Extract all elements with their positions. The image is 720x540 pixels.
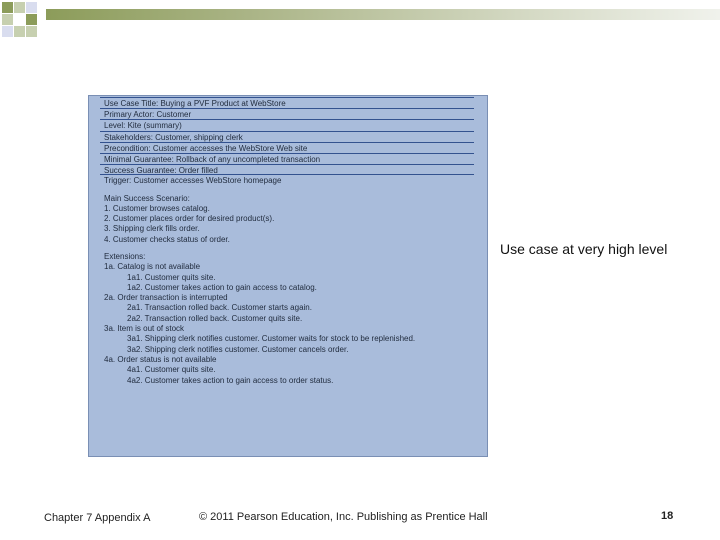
decor-square bbox=[2, 26, 13, 37]
main-scenario-title: Main Success Scenario: bbox=[104, 193, 190, 203]
extension-substep: 3a1. Shipping clerk notifies customer. Customer waits for stock to be replenished. bbox=[127, 334, 416, 344]
extension-substep: 1a2. Customer takes action to gain access to catalog. bbox=[127, 282, 317, 292]
extensions-title: Extensions: bbox=[104, 251, 146, 261]
use-case-header-row: Use Case Title: Buying a PVF Product at WebStore bbox=[100, 97, 474, 108]
decor-square bbox=[2, 14, 13, 25]
decor-square bbox=[14, 26, 25, 37]
use-case-header-rows bbox=[100, 97, 474, 187]
extension-substep: 4a1. Customer quits site. bbox=[127, 365, 216, 375]
use-case-header-row: Precondition: Customer accesses the WebStore Web site bbox=[100, 142, 474, 153]
decor-square bbox=[14, 14, 25, 25]
extension-item: 4a. Order status is not available bbox=[104, 354, 217, 364]
decor-square bbox=[14, 2, 25, 13]
use-case-header-row: Trigger: Customer accesses WebStore homepage bbox=[104, 176, 282, 186]
header-gradient-bar bbox=[46, 9, 720, 20]
decor-square bbox=[26, 2, 37, 13]
footer-chapter: Chapter 7 Appendix A bbox=[44, 512, 151, 524]
extension-substep: 2a2. Transaction rolled back. Customer quits site. bbox=[127, 313, 303, 323]
main-scenario-step: 4. Customer checks status of order. bbox=[104, 234, 230, 244]
decorative-header bbox=[0, 0, 720, 40]
use-case-header-row: Stakeholders: Customer, shipping clerk bbox=[100, 131, 474, 142]
extension-item: 1a. Catalog is not available bbox=[104, 262, 201, 272]
use-case-header-row: Level: Kite (summary) bbox=[100, 119, 474, 130]
extension-substep: 4a2. Customer takes action to gain access to order status. bbox=[127, 375, 334, 385]
use-case-header-row: Primary Actor: Customer bbox=[100, 108, 474, 119]
slide-caption: Use case at very high level bbox=[500, 241, 668, 257]
use-case-header-row: Minimal Guarantee: Rollback of any uncompleted transaction bbox=[100, 153, 474, 164]
extension-substep: 3a2. Shipping clerk notifies customer. Customer cancels order. bbox=[127, 344, 349, 354]
use-case-header-row: Success Guarantee: Order filled bbox=[100, 164, 474, 175]
decor-square bbox=[2, 2, 13, 13]
footer-copyright: © 2011 Pearson Education, Inc. Publishing as Prentice Hall bbox=[199, 511, 488, 523]
extensions-section bbox=[100, 252, 474, 386]
extension-item: 3a. Item is out of stock bbox=[104, 324, 185, 334]
decor-square bbox=[26, 14, 37, 25]
main-success-scenario bbox=[100, 194, 474, 245]
decor-square bbox=[26, 26, 37, 37]
extension-item: 2a. Order transaction is interrupted bbox=[104, 293, 228, 303]
main-scenario-step: 2. Customer places order for desired product(s). bbox=[104, 214, 275, 224]
extension-substep: 1a1. Customer quits site. bbox=[127, 272, 216, 282]
page-number: 18 bbox=[661, 510, 674, 522]
main-scenario-step: 1. Customer browses catalog. bbox=[104, 203, 210, 213]
extension-substep: 2a1. Transaction rolled back. Customer starts again. bbox=[127, 303, 312, 313]
main-scenario-step: 3. Shipping clerk fills order. bbox=[104, 224, 200, 234]
use-case-content bbox=[100, 97, 474, 386]
